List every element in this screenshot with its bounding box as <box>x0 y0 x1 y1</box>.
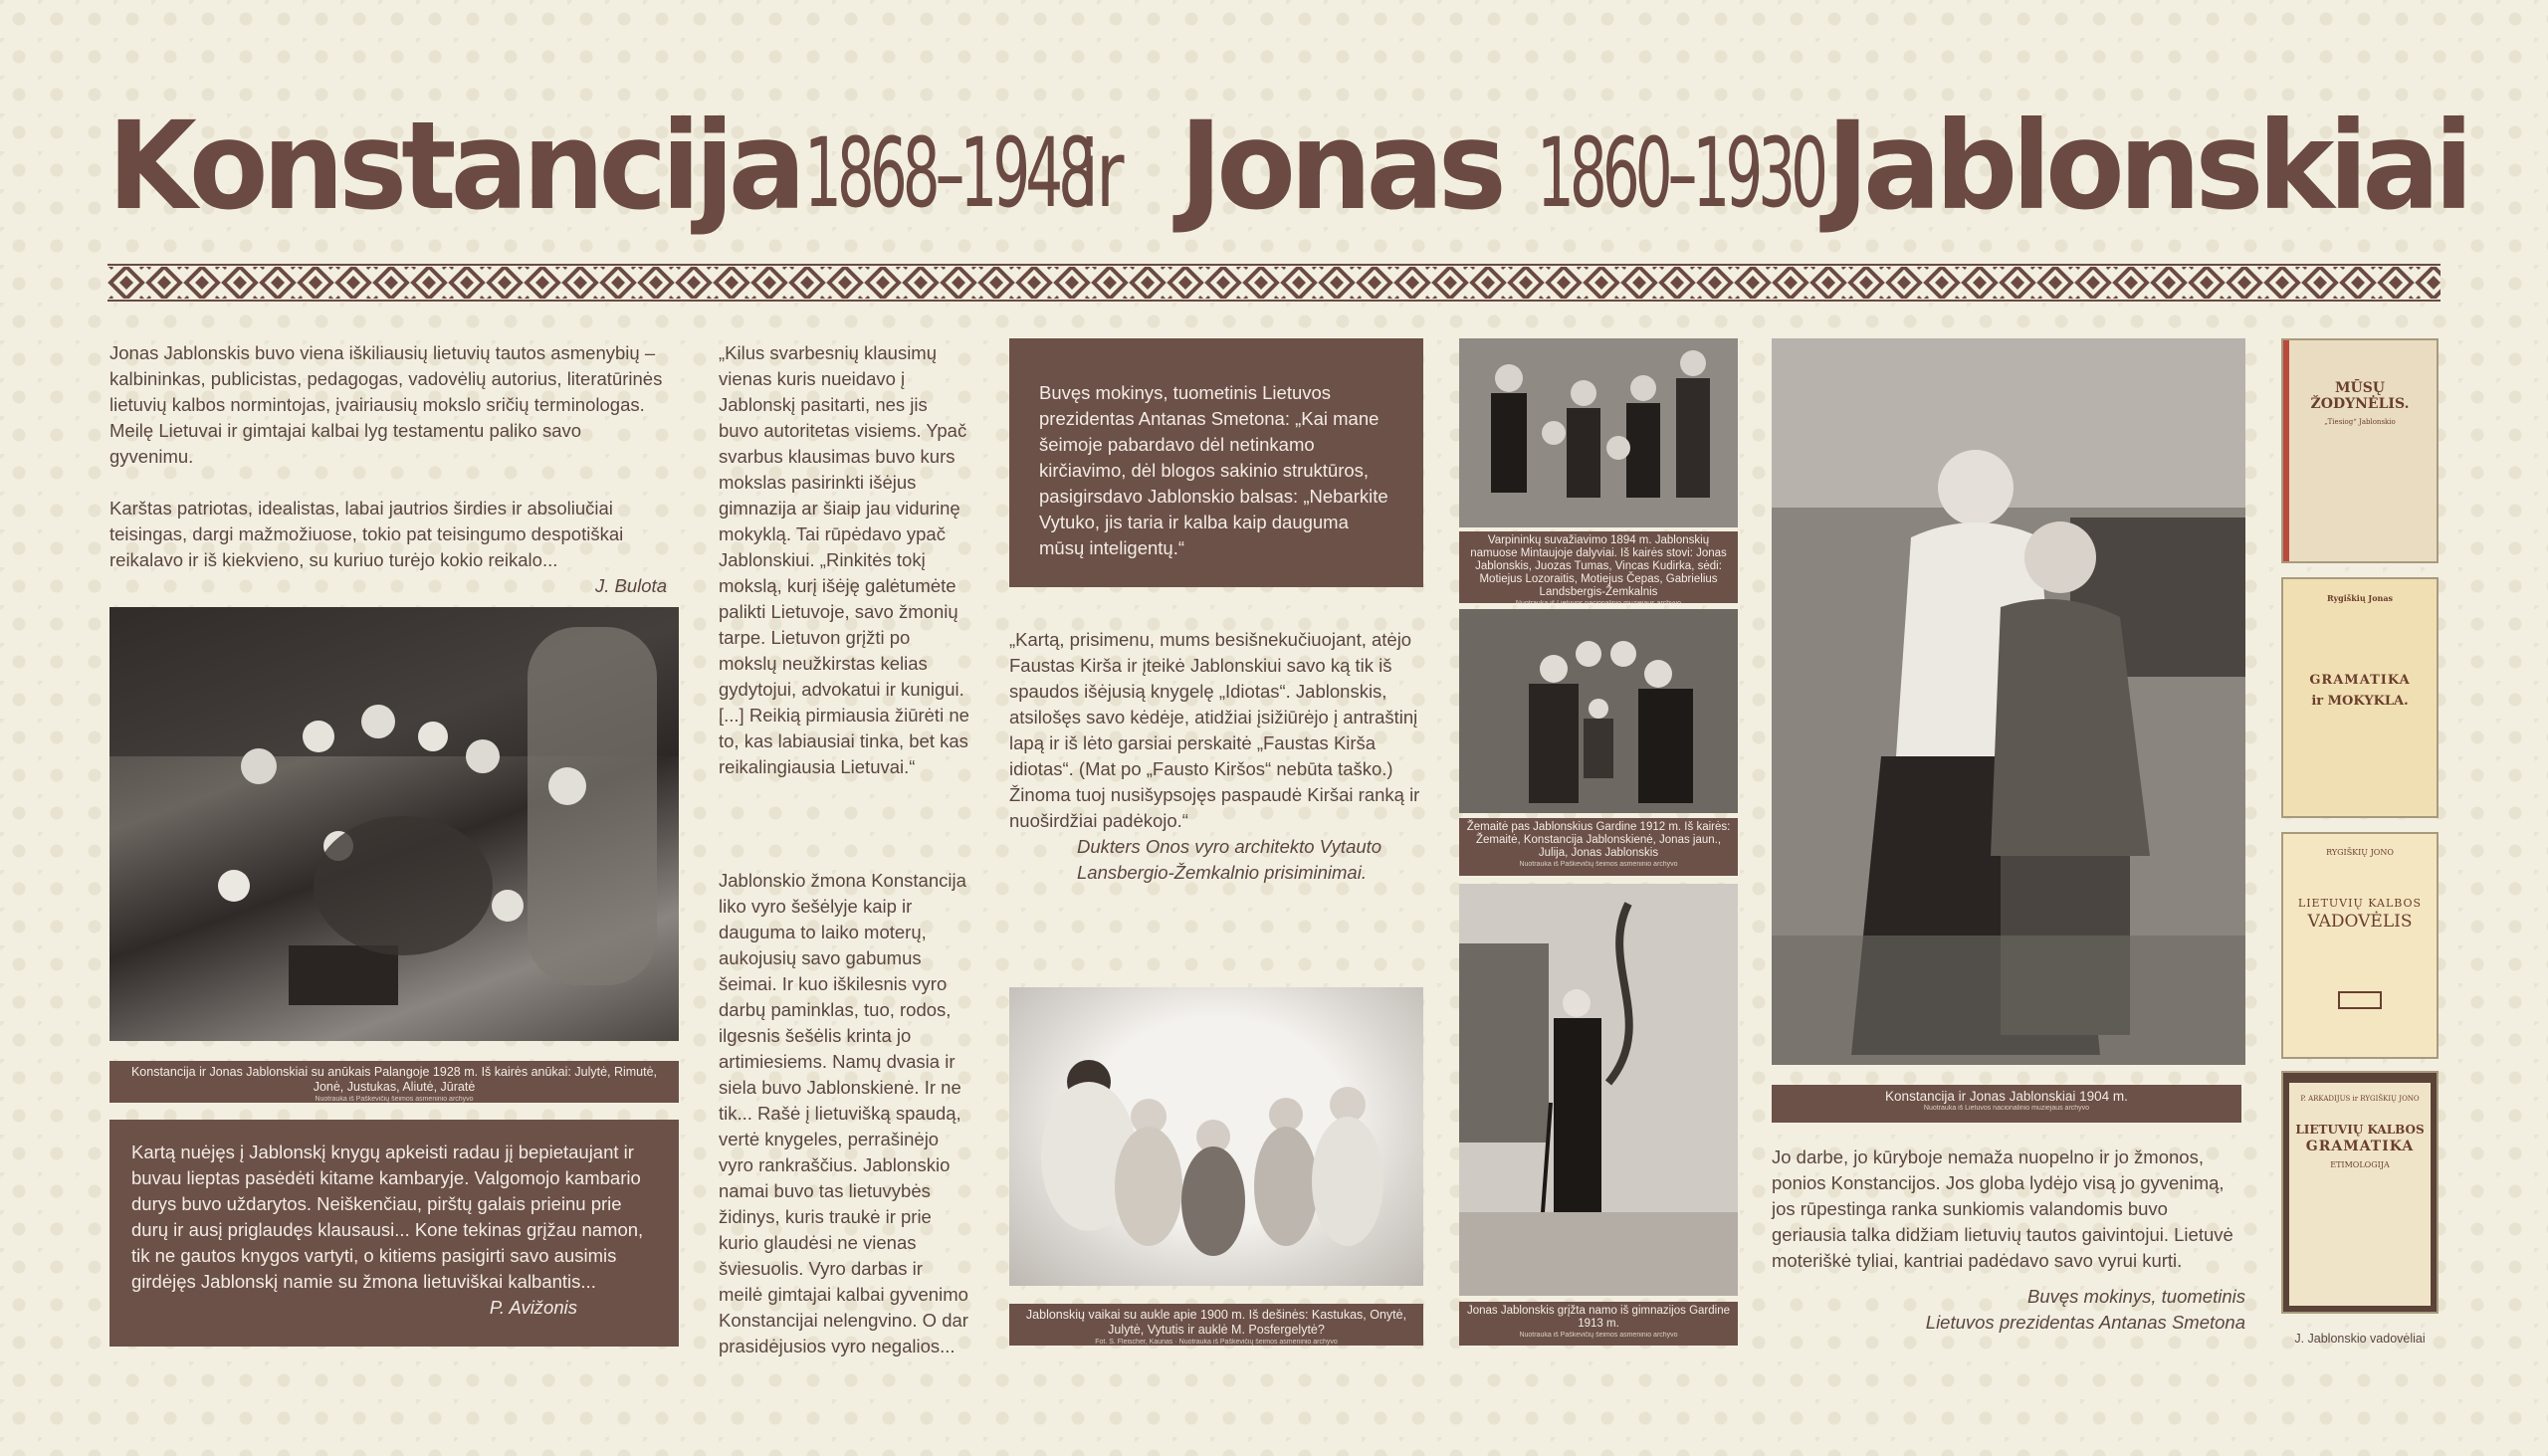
ornament-band <box>107 264 2441 302</box>
caption-text: Konstancija ir Jonas Jablonskiai su anūkais Palangoje 1928 m. Iš kairės anūkai: Julytė, Rimutė, Jonė, Justukas, Aliutė, Jūratė <box>130 1065 658 1094</box>
title-dates-konstancija: 1868–1948 <box>804 117 1092 229</box>
col2-text <box>719 340 969 1385</box>
photo-zemaite-gardinas <box>1459 609 1738 813</box>
title-conjunction: ir <box>1080 121 1122 228</box>
book-title-line2: GRAMATIKA <box>2305 1139 2415 1154</box>
col3-paragraph: „Kartą, prisimenu, mums besišnekučiuojant, atėjo Faustas Kirša ir įteikė Jablonskiui savo ką tik iš spaudos išėjusią knygelę „Idiotas“. Jablonskis, atsilošęs savo kėdėje, atidžiai įsižiūrėjo į antraštinį lapą ir iš lėto garsiai perskaitė „Faustas Kirša idiotas“. (Mat po „Fausto Kiršos“ nebūta taško.) Žinoma tuoj nusišypsojęs paspaudė Kiršai ranką ir nuoširdžiai padėkojo.“ <box>1009 629 1420 831</box>
photo-varpininkai <box>1459 338 1738 527</box>
book-title: LIETUVIŲ KALBOS <box>2297 897 2423 910</box>
page-title <box>107 96 2468 249</box>
photo-couple-1904 <box>1772 338 2245 1065</box>
book-emblem <box>2338 991 2382 1009</box>
photo-caption <box>1009 1304 1423 1346</box>
col2-paragraph: „Kilus svarbesnių klausimų vienas kuris nueidavo į Jablonskį pasitarti, nes jis buvo autoritetas visiems. Ypač svarbus klausimas buvo kurs mokslas pasirinkti išėjus gimnazija ar šiaip jau vidurinę mokyklą. Tai rūpėdavo ypač Jablonskiui. „Rinkitės tokį mokslą, kurį išėję galėtumėte palikti Lietuvoje, savo žmonių tarpe. Lietuvon grįžti po mokslų neužkirstas kelias gydytojui, advokatui ir kunigui. [...] Reikią pirmiausia žiūrėti ne to, kas labiausiai tinka, bet kas reikalingiausia Lietuvai.“ <box>719 342 969 777</box>
photo-caption <box>1772 1085 2241 1123</box>
photo-caption <box>109 1061 679 1103</box>
photo-caption <box>1459 531 1738 607</box>
photo-jonas-returning <box>1459 884 1738 1296</box>
book-lietuviu-kalbos-gramatika <box>2281 1071 2439 1314</box>
book-subtitle: „Tiesiog“ Jablonskio <box>2324 418 2396 426</box>
title-surname: Jablonskiai <box>1825 96 2468 238</box>
photo-zemaite-figures <box>1459 609 1738 813</box>
col1-text <box>109 340 667 599</box>
caption-text: Žemaitė pas Jablonskius Gardine 1912 m. Iš kairės: Žemaitė, Konstancija Jablonskienė, Jonas jaun., Julija, Jonas Jablonskis <box>1466 821 1731 859</box>
signature: J. Bulota <box>595 575 667 596</box>
photo-family-palanga <box>109 607 679 1041</box>
caption-credit: Nuotrauka iš Lietuvos nacionalinio muziejaus archyvo <box>1923 1105 2090 1112</box>
col5-text <box>1772 1144 2245 1336</box>
caption-credit: Nuotrauka iš Paškevičių šeimos asmeninio archyvo <box>1519 1332 1678 1339</box>
col5-signature-line2: Lietuvos prezidentas Antanas Smetona <box>1925 1312 2245 1333</box>
col5-signature-line1: Buvęs mokinys, tuometinis <box>2026 1286 2245 1307</box>
photo-varpininkai-figures <box>1459 338 1738 527</box>
photo-couple-figures <box>1772 338 2245 1065</box>
col3-signature-line1: Dukters Onos vyro architekto Vytauto <box>1077 836 1382 857</box>
book-lietuviu-kalbos-vadovelis <box>2281 832 2439 1059</box>
photo-caption <box>1459 818 1738 876</box>
book-author: RYGIŠKIŲ JONO <box>2326 848 2394 857</box>
book-cover-panel <box>2289 1083 2431 1306</box>
caption-credit: Fot. S. Fleischer, Kaunas · Nuotrauka iš Paškevičių šeimos asmeninio archyvo <box>1095 1339 1338 1346</box>
col2-paragraph: Jablonskio žmona Konstancija liko vyro šešėlyje kaip ir dauguma to laiko moterų, aukojusių savo gabumus šeimai. Ir kuo iškilesnis vyro darbų paminklas, tuo, rodos, ilgesnis šešėlis krinta jo artimiesiems. Namų dvasia ir siela buvo Jablonskienė. Ir ne tik... Rašė į lietuvišką spaudą, vertė knygeles, perrašinėjo vyro rankraščius. Jablonskio namai buvo tas lietuvybės židinys, kuris traukė ir prie kurio glaudėsi ne vienas šviesuolis. Vyro darbas ir meilė gimtajai kalbai gyvenimo Konstancijai nelengvino. O dar prasidėjusios vyro negalios... <box>719 870 968 1356</box>
caption-text: Jablonskių vaikai su aukle apie 1900 m. Iš dešinės: Kastukas, Onytė, Julytė, Vytutis ir auklė M. Posfergelytė? <box>1025 1308 1407 1337</box>
book-title-line2: VADOVĖLIS <box>2307 912 2413 932</box>
book-author: P. ARKADIJUS ir RYGIŠKIŲ JONO <box>2300 1095 2420 1103</box>
col1-paragraph: Karštas patriotas, idealistas, labai jautrios širdies ir absoliučiai teisingas, dargi mažmožiuose, tokio pat teisingumo despotiškai reikalavo ir iš kiekvieno, su kuriuo turėjo kokio reikalo... <box>109 498 624 570</box>
col5-paragraph: Jo darbe, jo kūryboje nemaža nuopelno ir jo žmonos, ponios Konstancijos. Jos globa lydėjo visą jo gyvenimą, jos rūpestinga ranka sunkiomis valandomis buvo geriausia talka didžiam lietuvių tautos gaivintojui. Lietuvė moteriškė tyliai, kantriai padėdavo savo vyrui kurti. <box>1772 1146 2233 1271</box>
title-name-konstancija: Konstancija <box>107 96 801 238</box>
book-title: GRAMATIKA <box>2309 673 2411 688</box>
photo-children-figures <box>1009 987 1423 1286</box>
caption-text: Konstancija ir Jonas Jablonskiai 1904 m. <box>1885 1089 2128 1104</box>
caption-credit: Nuotrauka iš Paškevičių šeimos asmeninio archyvo <box>315 1096 474 1103</box>
quote-box-avizonis <box>109 1120 679 1347</box>
book-author: Rygiškių Jonas <box>2326 593 2394 603</box>
photo-caption <box>1459 1302 1738 1346</box>
col3-text <box>1009 627 1427 886</box>
books-caption: J. Jablonskio vadovėliai <box>2294 1332 2426 1346</box>
photo-jonas-returning-figures <box>1459 884 1738 1296</box>
quote-box-smetona <box>1009 338 1423 587</box>
title-dates-jonas: 1860–1930 <box>1536 117 1823 229</box>
book-gramatika-ir-mokykla <box>2281 577 2439 818</box>
quote-text: Kartą nuėjęs į Jablonskį knygų apkeisti radau jį bepietaujant ir buvau lieptas pasėdėti kitame kambaryje. Valgomojo kambario durys buvo uždarytos. Neiškenčiau, pirštų galais prieinu prie durų ir ausį priglaudęs klausausi... Kone tekinas grįžau namon, tik ne gautos knygos vartyti, o kitiems pasigirti savo ausimis girdėjęs Jablonskį namie su žmona lietuviškai kalbantis... <box>131 1142 644 1292</box>
caption-credit: Nuotrauka iš Paškevičių šeimos asmeninio archyvo <box>1519 861 1678 868</box>
book-title: LIETUVIŲ KALBOS <box>2295 1123 2425 1137</box>
book-title-line2: ir MOKYKLA. <box>2311 694 2409 709</box>
photo-children-nanny <box>1009 987 1423 1286</box>
caption-text: Varpininkų suvažiavimo 1894 m. Jablonskių namuose Mintaujoje dalyviai. Iš kairės stovi: Jonas Jablonskis, Juozas Tumas, Vincas Kudirka, sėdi: Motiejus Lozoraitis, Motiejus Čepas, Gabrielius Landsbergis-Žemkalnis <box>1470 534 1727 598</box>
caption-text: Jonas Jablonskis grįžta namo iš gimnazijos Gardine 1913 m. <box>1467 1305 1730 1330</box>
col1-paragraph: Jonas Jablonskis buvo viena iškiliausių lietuvių tautos asmenybių – kalbininkas, publicistas, pedagogas, vadovėlių autorius, literatūrinės lietuvių kalbos normintojas, įvairiausių mokslo sričių terminologas. Meilę Lietuvai ir gimtajai kalbai lyg testamentu paliko savo gyvenimu. <box>109 342 663 467</box>
book-subtitle: ETIMOLOGIJA <box>2330 1160 2390 1169</box>
book-musu-zodynelis <box>2281 338 2439 563</box>
title-name-jonas: Jonas <box>1179 96 1501 238</box>
photo-family-palanga-figures <box>109 607 679 1041</box>
book-title: MŪSŲ ŽODYNĖLIS. <box>2310 380 2410 412</box>
caption-credit: Nuotrauka iš Lietuvos nacionalinio muziejaus archyvo <box>1515 600 1682 607</box>
quote-signature: P. Avižonis <box>489 1297 577 1318</box>
col3-signature-line2: Lansbergio-Žemkalnio prisiminimai. <box>1077 862 1367 883</box>
quote-text: Buvęs mokinys, tuometinis Lietuvos prezidentas Antanas Smetona: „Kai mane šeimoje pabardavo dėl netinkamo kirčiavimo, dėl blogos sakinio struktūros, pasigirsdavo Jablonskio balsas: „Nebarkite Vytuko, jis taria ir kalba kaip dauguma mūsų inteligentų.“ <box>1039 382 1388 558</box>
